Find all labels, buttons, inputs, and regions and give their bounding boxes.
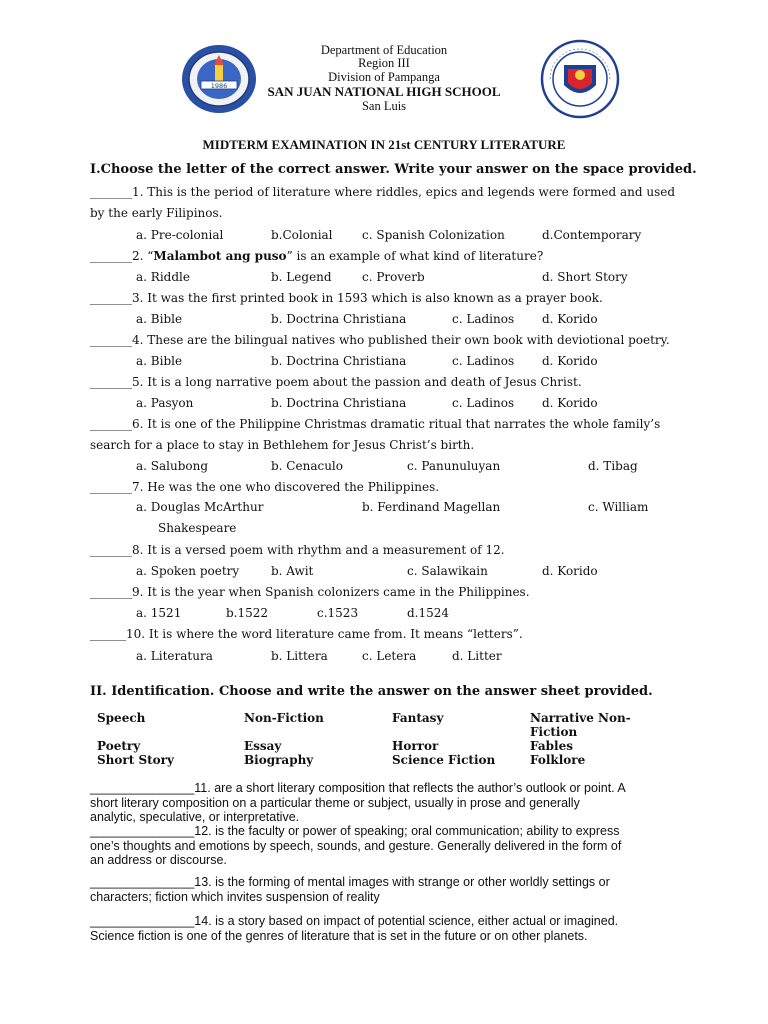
item-line: short literary composition on a particular theme or subject, usually in prose and generally	[90, 795, 580, 810]
q1-option-a: a. Pre-colonial	[136, 228, 224, 242]
q4-option-b: b. Doctrina Christiana	[271, 354, 407, 368]
question-4: _______4. These are the bilingual natives who published their own book with deviotional poetry.	[90, 333, 670, 347]
q5-option-d: d. Korido	[542, 396, 598, 410]
q2-prefix: _______2. “	[90, 249, 154, 263]
genre-cell: Narrative Non-	[530, 711, 631, 725]
q4-option-a: a. Bible	[136, 354, 183, 368]
q7-option-b: b. Ferdinand Magellan	[362, 500, 501, 514]
part1-instruction: I.Choose the letter of the correct answer. Write your answer on the space provided.	[90, 162, 697, 177]
town-line: San Luis	[361, 99, 407, 113]
identification-item-12	[90, 824, 621, 868]
q5-option-b: b. Doctrina Christiana	[271, 396, 407, 410]
q10-option-a: a. Literatura	[136, 649, 213, 663]
item-line: _______________14. is a story based on impact of potential science, either actual or imagined.	[90, 914, 619, 928]
q2-option-c: c. Proverb	[362, 270, 425, 284]
q2-option-d: d. Short Story	[542, 270, 628, 284]
q9-option-d: d.1524	[407, 606, 450, 620]
item-line: one’s thoughts and emotions by speech, sounds, and gesture. Generally delivered in the form of	[90, 838, 622, 853]
item-line: characters; fiction which invites suspension of reality	[90, 889, 380, 904]
q7-option-c-cont: Shakespeare	[158, 521, 237, 535]
genre-cell: Essay	[244, 739, 282, 753]
q10-option-b: b. Littera	[271, 649, 328, 663]
q2-bold-phrase: Malambot ang puso	[153, 249, 287, 263]
q6-option-d: d. Tibag	[588, 459, 638, 473]
q8-option-a: a. Spoken poetry	[136, 564, 240, 578]
q5-option-a: a. Pasyon	[136, 396, 194, 410]
q1-option-c: c. Spanish Colonization	[362, 228, 505, 242]
dept-line: Department of Education	[320, 43, 448, 57]
q9-option-b: b.1522	[226, 606, 269, 620]
identification-item-11	[90, 781, 626, 825]
q6-option-a: a. Salubong	[136, 459, 209, 473]
q8-option-d: d. Korido	[542, 564, 598, 578]
genre-cell: Short Story	[97, 753, 174, 767]
q3-option-c: c. Ladinos	[452, 312, 515, 326]
q4-option-d: d. Korido	[542, 354, 598, 368]
q1-option-d: d.Contemporary	[542, 228, 642, 242]
item-line: _______________13. is the forming of mental images with strange or other worldly settings or	[90, 875, 610, 889]
genre-cell: Science Fiction	[392, 753, 496, 767]
q10-option-d: d. Litter	[452, 649, 502, 663]
item-line: _______________11. are a short literary composition that reflects the author’s outlook or point. A	[90, 781, 626, 795]
question-1: _______1. This is the period of literature where riddles, epics and legends were formed and used	[90, 185, 676, 199]
question-6: _______6. It is one of the Philippine Christmas dramatic ritual that narrates the whole family’s	[90, 417, 661, 431]
q6-option-b: b. Cenaculo	[271, 459, 343, 473]
q3-option-b: b. Doctrina Christiana	[271, 312, 407, 326]
q1-option-b: b.Colonial	[271, 228, 333, 242]
item-line: analytic, speculative, or interpretative.	[90, 810, 300, 824]
q8-option-c: c. Salawikain	[407, 564, 488, 578]
item-line: an address or discourse.	[90, 853, 227, 867]
question-5: _______5. It is a long narrative poem about the passion and death of Jesus Christ.	[90, 375, 582, 389]
q2-option-b: b. Legend	[271, 270, 332, 284]
q3-option-a: a. Bible	[136, 312, 183, 326]
q8-option-b: b. Awit	[271, 564, 314, 578]
q5-option-c: c. Ladinos	[452, 396, 515, 410]
seal-year: 1986	[210, 82, 228, 90]
exam-title: MIDTERM EXAMINATION IN 21st CENTURY LITERATURE	[202, 137, 566, 152]
genre-cell: Biography	[244, 753, 314, 767]
region-line: Region III	[358, 56, 410, 70]
genre-cell: Non-Fiction	[244, 711, 324, 725]
genre-cell: Horror	[392, 739, 439, 753]
genre-cell: Fiction	[530, 725, 578, 739]
division-line: Division of Pampanga	[328, 70, 440, 84]
q9-option-c: c.1523	[317, 606, 359, 620]
genre-cell: Fables	[530, 739, 573, 753]
q2-suffix: ” is an example of what kind of literature?	[286, 249, 544, 263]
identification-item-14	[90, 914, 618, 943]
q4-option-c: c. Ladinos	[452, 354, 515, 368]
question-6-cont: search for a place to stay in Bethlehem for Jesus Christ’s birth.	[90, 438, 475, 452]
q9-option-a: a. 1521	[136, 606, 182, 620]
question-9: _______9. It is the year when Spanish colonizers came in the Philippines.	[90, 585, 530, 599]
genre-cell: Speech	[97, 711, 146, 725]
item-line: _______________12. is the faculty or power of speaking; oral communication; ability to express	[90, 824, 620, 838]
part2-instruction: II. Identification. Choose and write the answer on the answer sheet provided.	[90, 684, 653, 699]
item-line: Science fiction is one of the genres of literature that is set in the future or on other planets.	[90, 928, 588, 943]
genre-cell: Folklore	[530, 753, 586, 767]
question-1-cont: by the early Filipinos.	[90, 206, 223, 220]
question-10: ______10. It is where the word literature came from. It means “letters”.	[90, 627, 523, 641]
q6-option-c: c. Panunuluyan	[407, 459, 501, 473]
q2-option-a: a. Riddle	[136, 270, 190, 284]
question-3: _______3. It was the first printed book in 1593 which is also known as a prayer book.	[90, 291, 603, 305]
q3-option-d: d. Korido	[542, 312, 598, 326]
identification-item-13	[90, 875, 610, 904]
q7-option-c: c. William	[588, 500, 649, 514]
school-name: SAN JUAN NATIONAL HIGH SCHOOL	[267, 84, 501, 99]
question-8: _______8. It is a versed poem with rhythm and a measurement of 12.	[90, 543, 505, 557]
genre-cell: Poetry	[97, 739, 141, 753]
question-7: _______7. He was the one who discovered the Philippines.	[90, 480, 440, 494]
q7-option-a: a. Douglas McArthur	[136, 500, 264, 514]
q10-option-c: c. Letera	[362, 649, 417, 663]
question-2	[90, 249, 543, 263]
genre-cell: Fantasy	[392, 711, 444, 725]
